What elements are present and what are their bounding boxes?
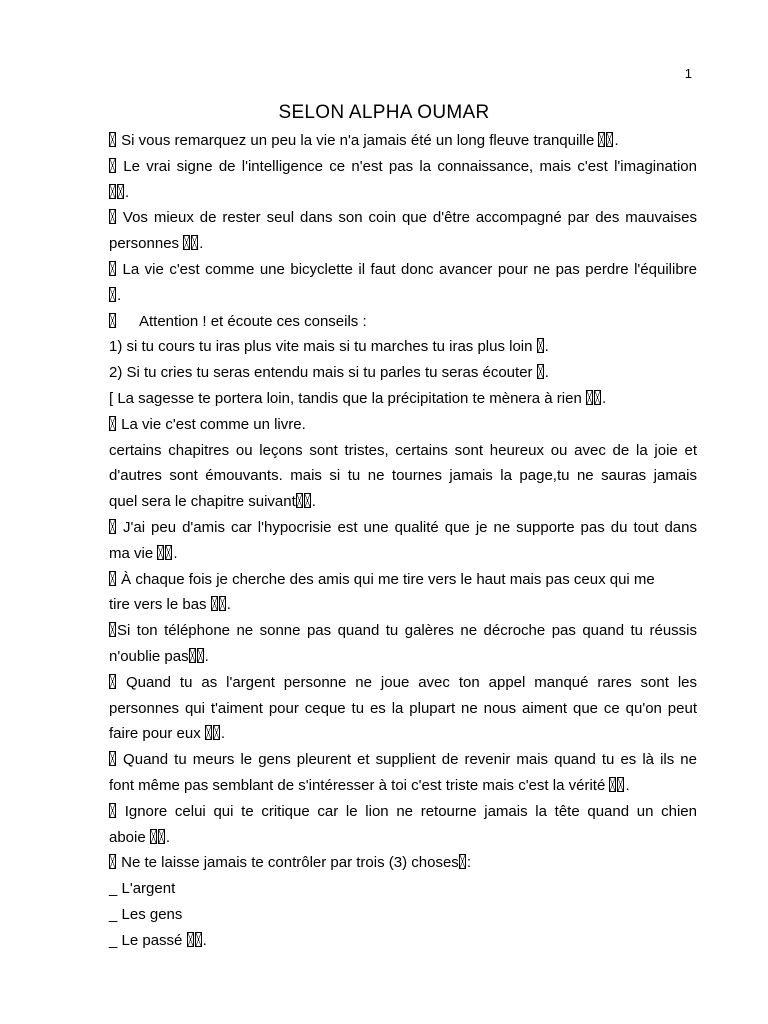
missing-glyph-icon <box>165 545 172 560</box>
text-line <box>109 644 697 670</box>
text-line <box>109 360 697 386</box>
text-line <box>109 928 697 954</box>
line-punctuation: . <box>601 389 607 407</box>
line-punctuation: . <box>202 931 207 949</box>
line-text: La vie c'est comme un livre. <box>117 415 306 433</box>
missing-glyph-icon <box>213 725 220 740</box>
line-text: quel sera le chapitre suivant <box>109 493 296 511</box>
line-punctuation: . <box>117 286 122 304</box>
missing-glyph-icon <box>109 416 116 431</box>
line-text: [ La sagesse te portera loin, tandis que la précipitation te mènera à rien <box>109 389 586 407</box>
text-line <box>109 825 697 851</box>
missing-glyph-icon <box>109 674 116 689</box>
text-line <box>109 154 697 180</box>
text-line <box>109 309 697 335</box>
missing-glyph-icon <box>191 235 198 250</box>
missing-glyph-icon <box>109 313 116 328</box>
line-punctuation: . <box>625 776 630 794</box>
missing-glyph-icon <box>304 493 311 508</box>
text-line <box>109 876 697 902</box>
text-line <box>109 128 697 154</box>
text-line <box>109 257 697 283</box>
missing-glyph-icon <box>537 338 544 353</box>
line-text: Attention ! et écoute ces conseils : <box>139 312 367 330</box>
line-text: _ L'argent <box>109 880 176 898</box>
line-text: Ne te laisse jamais te contrôler par trois (3) choses <box>117 854 459 872</box>
line-text: Si vous remarquez un peu la vie n'a jamais été un long fleuve tranquille <box>117 132 599 149</box>
text-line <box>109 412 697 438</box>
line-text: personnes <box>109 235 184 253</box>
missing-glyph-icon <box>187 932 194 947</box>
text-line <box>109 747 697 773</box>
text-line <box>109 180 697 206</box>
text-line <box>109 463 697 489</box>
missing-glyph-icon <box>109 184 116 199</box>
line-text: À chaque fois je cherche des amis qui me tire vers le haut mais pas ceux qui me <box>117 570 655 588</box>
text-line <box>109 721 697 747</box>
line-text: Si ton téléphone ne sonne pas quand tu galères ne décroche pas quand tu réussis <box>117 622 697 640</box>
text-line <box>109 902 697 928</box>
text-line <box>109 489 697 515</box>
missing-glyph-icon <box>109 751 116 766</box>
missing-glyph-icon <box>459 854 466 869</box>
missing-glyph-icon <box>609 777 616 792</box>
missing-glyph-icon <box>219 596 226 611</box>
missing-glyph-icon <box>296 493 303 508</box>
line-text: n'oublie pas <box>109 647 189 665</box>
missing-glyph-icon <box>195 932 202 947</box>
missing-glyph-icon <box>109 622 116 637</box>
line-punctuation: . <box>614 132 619 149</box>
line-text: La vie c'est comme une bicyclette il faut donc avancer pour ne pas perdre l'équilibre <box>117 260 697 278</box>
missing-glyph-icon <box>205 725 212 740</box>
missing-glyph-icon <box>586 390 593 405</box>
missing-glyph-icon <box>109 209 116 224</box>
missing-glyph-icon <box>189 648 196 663</box>
text-line <box>109 334 697 360</box>
line-text: 2) Si tu cries tu seras entendu mais si tu parles tu seras écouter <box>109 364 537 382</box>
line-text: Vos mieux de rester seul dans son coin que d'être accompagné par des mauvaises <box>117 209 697 227</box>
text-line <box>109 567 697 593</box>
line-punctuation: . <box>311 493 316 511</box>
missing-glyph-icon <box>109 132 116 147</box>
line-text: Le vrai signe de l'intelligence ce n'est pas la connaissance, mais c'est l'imagination <box>117 157 697 175</box>
line-text: font même pas semblant de s'intéresser à toi c'est triste mais c'est la vérité <box>109 776 610 794</box>
line-text: _ Le passé <box>109 931 187 949</box>
missing-glyph-icon <box>197 648 204 663</box>
line-text: Ignore celui qui te critique car le lion ne retourne jamais la tête quand un chien <box>117 802 697 820</box>
missing-glyph-icon <box>150 829 157 844</box>
missing-glyph-icon <box>594 390 601 405</box>
missing-glyph-icon <box>109 287 116 302</box>
missing-glyph-icon <box>617 777 624 792</box>
document-body <box>109 128 697 954</box>
missing-glyph-icon <box>211 596 218 611</box>
text-line <box>109 850 697 876</box>
text-line <box>109 283 697 309</box>
text-line <box>109 386 697 412</box>
line-punctuation: . <box>544 338 549 356</box>
text-line <box>109 541 697 567</box>
line-text: tire vers le bas <box>109 596 211 614</box>
missing-glyph-icon <box>157 545 164 560</box>
text-line <box>109 773 697 799</box>
missing-glyph-icon <box>109 261 116 276</box>
line-text: ma vie <box>109 544 158 562</box>
missing-glyph-icon <box>598 132 605 147</box>
line-text: personnes qui t'aiment pour ceque tu es la plupart ne nous aiment que ce qu'on peut <box>109 699 697 717</box>
text-line <box>109 231 697 257</box>
line-punctuation: . <box>220 725 226 743</box>
missing-glyph-icon <box>158 829 165 844</box>
missing-glyph-icon <box>183 235 190 250</box>
line-text: Quand tu as l'argent personne ne joue avec ton appel manqué rares sont les <box>117 673 697 691</box>
line-punctuation: . <box>199 235 204 253</box>
missing-glyph-icon <box>109 158 116 173</box>
line-text: faire pour eux <box>109 725 205 743</box>
text-line <box>109 515 697 541</box>
line-punctuation: . <box>173 544 178 562</box>
line-punctuation: . <box>204 647 209 665</box>
missing-glyph-icon <box>109 519 116 534</box>
line-punctuation: . <box>544 364 549 382</box>
line-text: certains chapitres ou leçons sont tristes, certains sont heureux ou avec de la joie et <box>109 441 697 459</box>
line-text: aboie <box>109 828 150 846</box>
text-line <box>109 592 697 618</box>
line-text: d'autres sont émouvants. mais si tu ne tournes jamais la page,tu ne sauras jamais <box>109 467 697 485</box>
line-punctuation: : <box>466 854 471 872</box>
line-text: J'ai peu d'amis car l'hypocrisie est une qualité que je ne supporte pas du tout dans <box>117 518 697 536</box>
text-line <box>109 799 697 825</box>
text-line <box>109 618 697 644</box>
page-number: 1 <box>684 66 692 81</box>
text-line <box>109 696 697 722</box>
line-text: _ Les gens <box>109 905 183 923</box>
line-text: 1) si tu cours tu iras plus vite mais si tu marches tu iras plus loin <box>109 338 537 356</box>
text-line <box>109 438 697 464</box>
missing-glyph-icon <box>109 854 116 869</box>
missing-glyph-icon <box>606 132 613 147</box>
line-punctuation: . <box>125 183 130 201</box>
line-text: Quand tu meurs le gens pleurent et supplient de revenir mais quand tu es là ils ne <box>117 751 697 769</box>
text-line <box>109 670 697 696</box>
missing-glyph-icon <box>109 571 116 586</box>
text-line <box>109 205 697 231</box>
line-punctuation: . <box>165 828 171 846</box>
missing-glyph-icon <box>109 803 116 818</box>
line-punctuation: . <box>226 596 231 614</box>
page-title: SELON ALPHA OUMAR <box>278 102 490 123</box>
missing-glyph-icon <box>117 184 124 199</box>
missing-glyph-icon <box>537 364 544 379</box>
